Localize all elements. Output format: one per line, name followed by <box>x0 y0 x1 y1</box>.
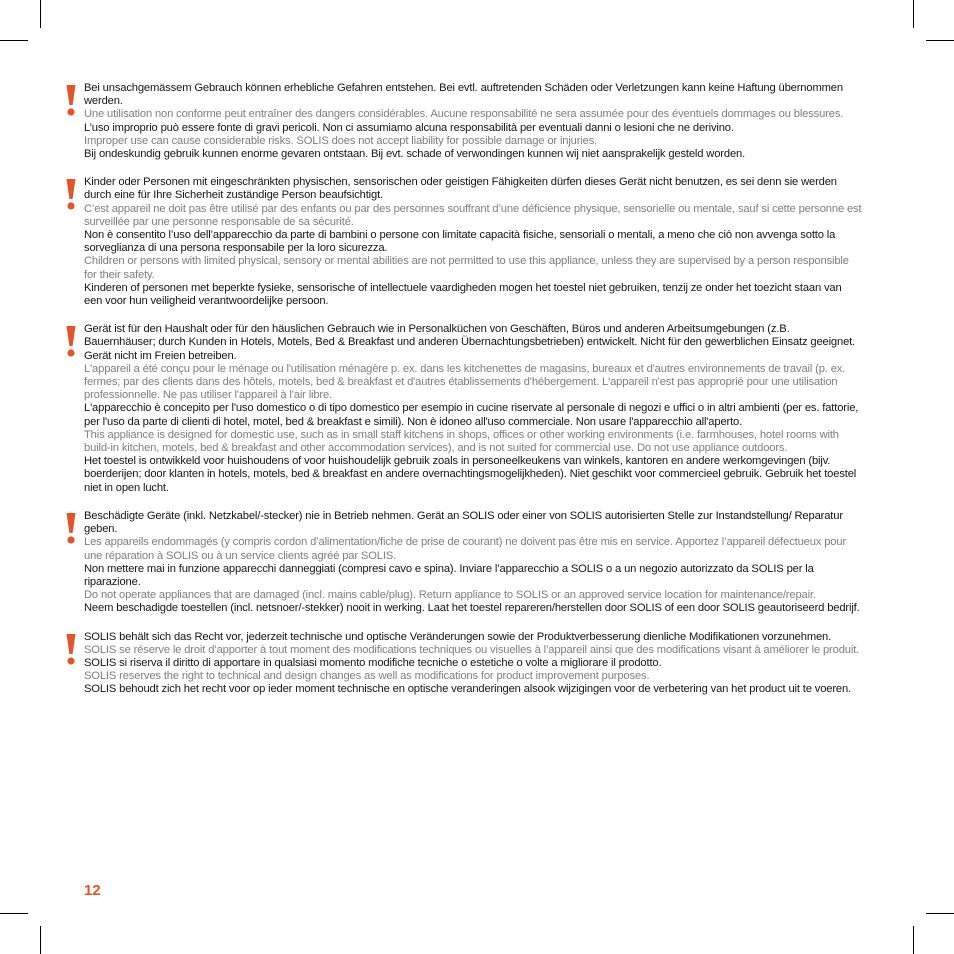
exclamation-icon <box>64 632 78 666</box>
instruction-paragraph: L'appareil a été conçu pour le ménage ou l'utilisation ménagère p. ex. dans les kitchenettes de magasins, bureaux et d'autres environnements de travail (p. ex. fermes; par des clients dans des hôtels, motels, bed & breakfast et d'autres établissements d'hébergement. L'appareil n'est pas approprié pour une utilisation professionnelle. Ne pas utiliser l'appareil à l'air libre. <box>84 362 846 402</box>
crop-mark <box>0 913 28 914</box>
exclamation-icon <box>64 83 78 117</box>
instruction-paragraph: SOLIS behoudt zich het recht voor op ieder moment technische en optische veranderingen alsook wijzigingen voor de verbetering van het product uit te voeren. <box>84 683 852 696</box>
instruction-paragraph: Gerät ist für den Haushalt oder für den häuslichen Gebrauch wie in Personalküchen von Geschäften, Büros und anderen Arbeitsumgebungen (z.B. Bauernhäuser; durch Kunden in Hotels, Motels, Bed & Breakfast und anderen Übernachtungsbetrieben) entwickelt. Nicht für den gewerblichen Einsatz geeignet. Gerät nicht im Freien betreiben. <box>84 323 856 362</box>
crop-mark <box>0 40 28 41</box>
instruction-paragraph: SOLIS behält sich das Recht vor, jederzeit technische und optische Veränderungen sowie der Produktverbesserung dienliche Modifikationen vorzunehmen. <box>84 630 832 643</box>
page-number: 12 <box>84 882 101 899</box>
safety-instructions <box>60 82 862 697</box>
exclamation-icon <box>64 177 78 211</box>
instruction-paragraph: Une utilisation non conforme peut entraîner des dangers considérables. Aucune responsabilité ne sera assumée pour des éventuels dommages ou blessures. <box>84 108 844 121</box>
instruction-paragraph: Kinderen of personen met beperkte fysieke, sensorische of intellectuele vaardigheden mogen het toestel niet gebruiken, tenzij ze onder het toezicht staan van een voor hun veiligheid verantwoordelijke persoon. <box>84 281 842 308</box>
instruction-paragraph: Do not operate appliances that are damaged (incl. mains cable/plug). Return appliance to SOLIS or an approved service location for maintenance/repair. <box>84 589 816 602</box>
warning-section <box>60 323 862 495</box>
instruction-paragraph: Bij ondeskundig gebruik kunnen enorme gevaren ontstaan. Bij evt. schade of verwondingen kunnen wij niet aansprakelijk gesteld worden. <box>84 148 746 161</box>
crop-mark <box>40 926 41 954</box>
instruction-paragraph: SOLIS se réserve le droit d’apporter à tout moment des modifications techniques ou visuelles à l’appareil ainsi que des modifications visant à améliorer le produit. <box>84 643 860 656</box>
instruction-paragraph: Les appareils endommagés (y compris cordon d’alimentation/fiche de prise de courant) ne doivent pas être mis en service. Apportez l’appareil défectueux pour une réparation à SOLIS ou à un service clients agréé par SOLIS. <box>84 536 847 562</box>
warning-section <box>60 176 862 308</box>
instruction-paragraph: Beschädigte Geräte (inkl. Netzkabel/-stecker) nie in Betrieb nehmen. Gerät an SOLIS oder einer von SOLIS autorisierten Stelle zur Instandstellung/ Reparatur geben. <box>84 509 843 536</box>
crop-mark <box>926 40 954 41</box>
crop-mark <box>913 0 914 28</box>
instruction-paragraph: Children or persons with limited physical, sensory or mental abilities are not permitted to use this appliance, unless they are supervised by a person responsible for their safety. <box>84 255 849 281</box>
crop-mark <box>913 926 914 954</box>
warning-section <box>60 510 862 616</box>
warning-section <box>60 631 862 697</box>
instruction-paragraph: Non è consentito l’uso dell’apparecchio da parte di bambini o persone con limitate capacità fisiche, sensoriali o mentali, a meno che ciò non avvenga sotto la sorveglianza di una persona responsabile per la loro sicurezza. <box>84 229 836 255</box>
instruction-paragraph: SOLIS si riserva il diritto di apportare in qualsiasi momento modifiche tecniche o estetiche o volte a migliorare il prodotto. <box>84 656 662 669</box>
instruction-paragraph: L’uso improprio può essere fonte di gravi pericoli. Non ci assumiamo alcuna responsabilità per eventuali danni o lesioni che ne derivino. <box>84 121 734 134</box>
instruction-paragraph: Bei unsachgemässem Gebrauch können erhebliche Gefahren entstehen. Bei evtl. auftretenden Schäden oder Verletzungen kann keine Haftung übernommen werden. <box>84 82 843 108</box>
instruction-paragraph: Non mettere mai in funzione apparecchi danneggiati (compresi cavo e spina). Inviare l’apparecchio a SOLIS o a un negozio autorizzato da SOLIS per la riparazione. <box>84 562 814 588</box>
instruction-paragraph: This appliance is designed for domestic use, such as in small staff kitchens in shops, offices or other working environments (i.e. farmhouses, hotel rooms with build-in kitchen, motels, bed & breakfast and other accommodation services), and is not suited for commercial use. Do not use appliance outdoors. <box>84 428 839 455</box>
instruction-paragraph: Improper use can cause considerable risks. SOLIS does not accept liability for possible damage or injuries. <box>84 134 598 147</box>
instruction-paragraph: Kinder oder Personen mit eingeschränkten physischen, sensorischen oder geistigen Fähigkeiten dürfen dieses Gerät nicht benutzen, es sei denn sie werden durch eine für Ihre Sicherheit zuständige Person beaufsichtigt. <box>84 176 837 202</box>
exclamation-icon <box>64 511 78 545</box>
warning-section <box>60 82 862 161</box>
exclamation-icon <box>64 324 78 358</box>
crop-mark <box>40 0 41 28</box>
instruction-paragraph: Het toestel is ontwikkeld voor huishoudens of voor huishoudelijk gebruik zoals in personeelkeukens van winkels, kantoren en andere werkomgevingen (bijv. boerderijen; door klanten in hotels, motels, bed & breakfast en andere overnachtingsmogelijkheden). Niet geschikt voor commercieel gebruik. Gebruik het toestel niet in open lucht. <box>84 455 857 494</box>
instruction-paragraph: L'apparecchio è concepito per l'uso domestico o di tipo domestico per esempio in cucine riservate al personale di negozi e uffici o in altri ambienti (per es. fattorie, per l'uso da parte di clienti di hotel, motel, bed & breakfast e simili). Non è idoneo all'uso commerciale. Non usare l'apparecchio all'aperto. <box>84 402 859 428</box>
instruction-paragraph: C’est appareil ne doit pas être utilisé par des enfants ou par des personnes souffrant d’une déficience physique, sensorielle ou mentale, sauf si cette personne est surveillée par une personne responsable de sa sécurité. <box>84 202 862 228</box>
instruction-paragraph: SOLIS reserves the right to technical and design changes as well as modifications for product improvement purposes. <box>84 670 650 683</box>
instruction-paragraph: Neem beschadigde toestellen (incl. netsnoer/-stekker) nooit in werking. Laat het toestel repareren/herstellen door SOLIS of een door SOLIS geautoriseerd bedrijf. <box>84 602 860 615</box>
crop-mark <box>926 913 954 914</box>
